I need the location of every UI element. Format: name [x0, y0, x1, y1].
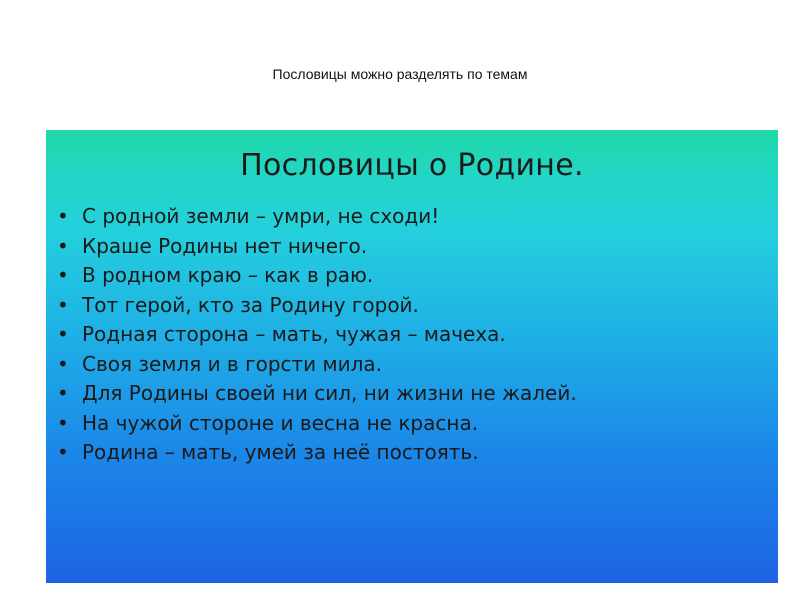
bullet-icon: • — [57, 322, 69, 346]
page-caption: Пословицы можно разделять по темам — [272, 66, 528, 82]
bullet-icon: • — [57, 351, 69, 376]
proverb-item — [46, 379, 577, 409]
proverb-item — [46, 409, 577, 439]
slide-image — [46, 130, 778, 583]
proverb-text: В родном краю – как в раю. — [82, 263, 374, 287]
slide-title: Пословицы о Родине. — [240, 148, 584, 183]
proverb-list — [46, 202, 577, 468]
proverb-text: Своя земля и в горсти мила. — [82, 351, 382, 376]
proverb-item — [46, 202, 577, 232]
bullet-icon: • — [57, 263, 69, 287]
proverb-text: Родина – мать, умей за неё постоять. — [82, 440, 479, 464]
proverb-item — [46, 350, 577, 380]
proverb-text: Краше Родины нет ничего. — [82, 233, 368, 258]
proverb-item — [46, 438, 577, 468]
bullet-icon: • — [57, 410, 69, 435]
bullet-icon: • — [57, 440, 69, 464]
proverb-text: Для Родины своей ни сил, ни жизни не жалей. — [82, 381, 577, 405]
proverb-item — [46, 261, 577, 291]
bullet-icon: • — [57, 204, 69, 228]
bullet-icon: • — [57, 233, 69, 258]
proverb-text: Тот герой, кто за Родину горой. — [82, 292, 419, 317]
proverb-item — [46, 232, 577, 262]
proverb-text: На чужой стороне и весна не красна. — [82, 410, 479, 435]
proverb-item — [46, 320, 577, 350]
bullet-icon: • — [57, 292, 69, 317]
proverb-text: Родная сторона – мать, чужая – мачеха. — [82, 322, 506, 346]
proverb-item — [46, 291, 577, 321]
proverb-text: С родной земли – умри, не сходи! — [82, 204, 440, 228]
bullet-icon: • — [57, 381, 69, 405]
